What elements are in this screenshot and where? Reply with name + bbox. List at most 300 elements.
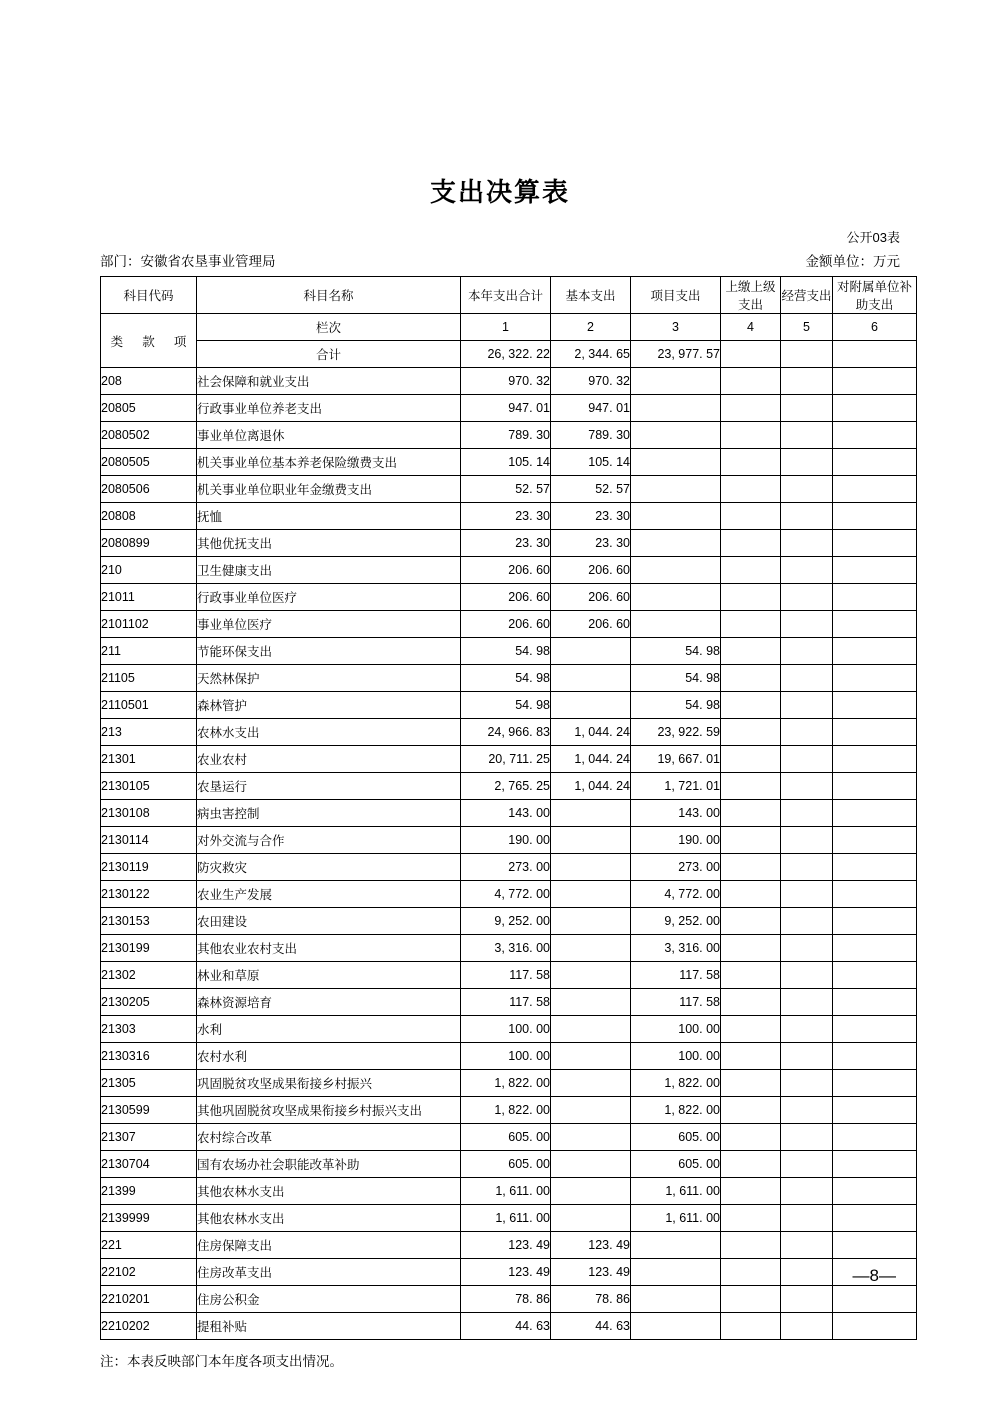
cell-name: 抚恤 — [197, 503, 461, 530]
table-row — [101, 1178, 917, 1205]
total-col4 — [721, 341, 781, 368]
cell-col1: 78. 86 — [461, 1286, 551, 1313]
cell-col6 — [833, 719, 917, 746]
cell-col5 — [781, 854, 833, 881]
cell-name: 农垦运行 — [197, 773, 461, 800]
cell-code: 221 — [101, 1232, 197, 1259]
header-num-6: 6 — [833, 314, 917, 341]
cell-col2 — [551, 935, 631, 962]
cell-col1: 9, 252. 00 — [461, 908, 551, 935]
cell-col4 — [721, 611, 781, 638]
table-row — [101, 989, 917, 1016]
total-col3: 23, 977. 57 — [631, 341, 721, 368]
header-lanci: 栏次 — [197, 314, 461, 341]
cell-col5 — [781, 773, 833, 800]
cell-col2 — [551, 989, 631, 1016]
cell-code: 2130153 — [101, 908, 197, 935]
cell-col3: 54. 98 — [631, 638, 721, 665]
cell-col5 — [781, 1178, 833, 1205]
cell-col5 — [781, 827, 833, 854]
cell-code: 2130316 — [101, 1043, 197, 1070]
cell-col2 — [551, 854, 631, 881]
cell-col4 — [721, 584, 781, 611]
cell-col6 — [833, 827, 917, 854]
cell-col3 — [631, 476, 721, 503]
cell-name: 防灾救灾 — [197, 854, 461, 881]
cell-col1: 54. 98 — [461, 665, 551, 692]
cell-code: 21303 — [101, 1016, 197, 1043]
cell-col1: 1, 822. 00 — [461, 1070, 551, 1097]
cell-col5 — [781, 1070, 833, 1097]
cell-name: 其他优抚支出 — [197, 530, 461, 557]
cell-col2 — [551, 1124, 631, 1151]
cell-code: 213 — [101, 719, 197, 746]
cell-col5 — [781, 881, 833, 908]
total-col5 — [781, 341, 833, 368]
cell-col1: 24, 966. 83 — [461, 719, 551, 746]
cell-col1: 206. 60 — [461, 584, 551, 611]
table-row — [101, 476, 917, 503]
cell-col4 — [721, 1097, 781, 1124]
cell-col6 — [833, 800, 917, 827]
cell-col6 — [833, 1151, 917, 1178]
cell-col1: 273. 00 — [461, 854, 551, 881]
cell-name: 卫生健康支出 — [197, 557, 461, 584]
cell-col5 — [781, 422, 833, 449]
cell-col3 — [631, 449, 721, 476]
cell-col3 — [631, 1232, 721, 1259]
cell-name: 行政事业单位养老支出 — [197, 395, 461, 422]
header-lei: 类 — [110, 334, 124, 349]
expenditure-table — [100, 276, 917, 1340]
cell-col4 — [721, 557, 781, 584]
cell-col3: 1, 721. 01 — [631, 773, 721, 800]
cell-name: 事业单位离退休 — [197, 422, 461, 449]
cell-col5 — [781, 638, 833, 665]
cell-col5 — [781, 557, 833, 584]
table-row — [101, 1043, 917, 1070]
cell-col2: 44. 63 — [551, 1313, 631, 1340]
header-row-lanci — [101, 314, 917, 341]
cell-name: 住房公积金 — [197, 1286, 461, 1313]
cell-col3 — [631, 395, 721, 422]
cell-col6 — [833, 773, 917, 800]
cell-name: 森林管护 — [197, 692, 461, 719]
cell-col5 — [781, 1097, 833, 1124]
cell-col4 — [721, 1205, 781, 1232]
cell-code: 20808 — [101, 503, 197, 530]
cell-col4 — [721, 503, 781, 530]
table-row — [101, 1232, 917, 1259]
cell-name: 农田建设 — [197, 908, 461, 935]
cell-col4 — [721, 1124, 781, 1151]
cell-col6 — [833, 1313, 917, 1340]
cell-col3: 3, 316. 00 — [631, 935, 721, 962]
cell-name: 农业生产发展 — [197, 881, 461, 908]
cell-code: 21302 — [101, 962, 197, 989]
cell-col6 — [833, 692, 917, 719]
cell-col1: 123. 49 — [461, 1259, 551, 1286]
cell-col4 — [721, 1232, 781, 1259]
cell-col3: 1, 822. 00 — [631, 1070, 721, 1097]
table-row — [101, 908, 917, 935]
cell-col4 — [721, 1313, 781, 1340]
cell-col6 — [833, 962, 917, 989]
cell-name: 其他农业农村支出 — [197, 935, 461, 962]
header-name: 科目名称 — [197, 277, 461, 314]
cell-code: 2080502 — [101, 422, 197, 449]
cell-col1: 100. 00 — [461, 1043, 551, 1070]
cell-col3: 143. 00 — [631, 800, 721, 827]
page-title: 支出决算表 — [429, 177, 570, 207]
cell-col4 — [721, 1043, 781, 1070]
total-row — [101, 341, 917, 368]
table-row — [101, 773, 917, 800]
header-num-1: 1 — [461, 314, 551, 341]
cell-col5 — [781, 611, 833, 638]
cell-col6 — [833, 368, 917, 395]
cell-col6 — [833, 935, 917, 962]
cell-col2 — [551, 827, 631, 854]
cell-col2 — [551, 800, 631, 827]
cell-name: 社会保障和就业支出 — [197, 368, 461, 395]
cell-code: 20805 — [101, 395, 197, 422]
cell-col2 — [551, 1043, 631, 1070]
cell-col3: 100. 00 — [631, 1016, 721, 1043]
cell-col3: 19, 667. 01 — [631, 746, 721, 773]
table-row — [101, 746, 917, 773]
cell-col2 — [551, 1097, 631, 1124]
cell-col1: 100. 00 — [461, 1016, 551, 1043]
cell-col5 — [781, 989, 833, 1016]
table-row — [101, 557, 917, 584]
cell-col5 — [781, 1259, 833, 1286]
cell-col2: 206. 60 — [551, 611, 631, 638]
cell-code: 2130704 — [101, 1151, 197, 1178]
cell-col1: 1, 822. 00 — [461, 1097, 551, 1124]
table-row — [101, 638, 917, 665]
cell-col3: 605. 00 — [631, 1124, 721, 1151]
cell-col5 — [781, 395, 833, 422]
cell-col1: 605. 00 — [461, 1151, 551, 1178]
cell-code: 21307 — [101, 1124, 197, 1151]
cell-col5 — [781, 935, 833, 962]
cell-col5 — [781, 1313, 833, 1340]
cell-code: 2080506 — [101, 476, 197, 503]
cell-col6 — [833, 854, 917, 881]
cell-col2: 52. 57 — [551, 476, 631, 503]
cell-col6 — [833, 1178, 917, 1205]
cell-col5 — [781, 449, 833, 476]
cell-col2: 947. 01 — [551, 395, 631, 422]
cell-col5 — [781, 1043, 833, 1070]
table-row — [101, 962, 917, 989]
cell-col3 — [631, 584, 721, 611]
cell-col6 — [833, 530, 917, 557]
table-row — [101, 827, 917, 854]
cell-name: 行政事业单位医疗 — [197, 584, 461, 611]
cell-col1: 1, 611. 00 — [461, 1205, 551, 1232]
cell-col1: 143. 00 — [461, 800, 551, 827]
cell-col1: 23. 30 — [461, 530, 551, 557]
cell-col1: 206. 60 — [461, 611, 551, 638]
cell-col2 — [551, 1070, 631, 1097]
cell-col5 — [781, 368, 833, 395]
cell-col2: 123. 49 — [551, 1259, 631, 1286]
cell-col4 — [721, 1016, 781, 1043]
header-col1: 本年支出合计 — [461, 277, 551, 314]
cell-col3: 1, 611. 00 — [631, 1205, 721, 1232]
cell-col5 — [781, 503, 833, 530]
cell-col6 — [833, 611, 917, 638]
cell-col5 — [781, 1124, 833, 1151]
cell-name: 提租补贴 — [197, 1313, 461, 1340]
cell-col5 — [781, 1151, 833, 1178]
cell-col3 — [631, 503, 721, 530]
table-row — [101, 665, 917, 692]
cell-col3: 9, 252. 00 — [631, 908, 721, 935]
cell-name: 巩固脱贫攻坚成果衔接乡村振兴 — [197, 1070, 461, 1097]
cell-name: 节能环保支出 — [197, 638, 461, 665]
cell-code: 21011 — [101, 584, 197, 611]
header-num-2: 2 — [551, 314, 631, 341]
cell-col4 — [721, 935, 781, 962]
table-container — [0, 270, 1000, 1340]
header-col5: 经营支出 — [781, 277, 833, 314]
total-col6 — [833, 341, 917, 368]
cell-col6 — [833, 1205, 917, 1232]
cell-col3: 54. 98 — [631, 692, 721, 719]
cell-col6 — [833, 665, 917, 692]
cell-code: 2080505 — [101, 449, 197, 476]
cell-col5 — [781, 908, 833, 935]
table-row — [101, 611, 917, 638]
cell-col4 — [721, 1286, 781, 1313]
cell-col3 — [631, 422, 721, 449]
cell-col3: 54. 98 — [631, 665, 721, 692]
cell-code: 2130122 — [101, 881, 197, 908]
cell-col6 — [833, 395, 917, 422]
cell-code: 21105 — [101, 665, 197, 692]
cell-col2: 1, 044. 24 — [551, 746, 631, 773]
cell-code: 211 — [101, 638, 197, 665]
cell-col6 — [833, 638, 917, 665]
cell-code: 21305 — [101, 1070, 197, 1097]
cell-col3 — [631, 611, 721, 638]
cell-name: 水利 — [197, 1016, 461, 1043]
cell-code: 2110501 — [101, 692, 197, 719]
table-row — [101, 503, 917, 530]
page-number: —8— — [852, 1266, 896, 1285]
cell-code: 21399 — [101, 1178, 197, 1205]
cell-name: 国有农场办社会职能改革补助 — [197, 1151, 461, 1178]
cell-col2 — [551, 908, 631, 935]
header-kuan: 款 — [142, 334, 155, 349]
table-row — [101, 449, 917, 476]
cell-name: 农村综合改革 — [197, 1124, 461, 1151]
cell-col4 — [721, 1178, 781, 1205]
cell-col3 — [631, 1259, 721, 1286]
cell-code: 210 — [101, 557, 197, 584]
cell-col4 — [721, 773, 781, 800]
cell-col2 — [551, 962, 631, 989]
cell-col1: 2, 765. 25 — [461, 773, 551, 800]
cell-col3: 605. 00 — [631, 1151, 721, 1178]
header-num-3: 3 — [631, 314, 721, 341]
table-header — [101, 277, 917, 368]
cell-col5 — [781, 530, 833, 557]
cell-col4 — [721, 1259, 781, 1286]
cell-col5 — [781, 1286, 833, 1313]
cell-code: 2130114 — [101, 827, 197, 854]
table-row — [101, 800, 917, 827]
cell-col2: 206. 60 — [551, 557, 631, 584]
header-row-main — [101, 277, 917, 314]
cell-col5 — [781, 962, 833, 989]
cell-col5 — [781, 800, 833, 827]
cell-col3 — [631, 530, 721, 557]
cell-code: 2130119 — [101, 854, 197, 881]
cell-col4 — [721, 827, 781, 854]
cell-col1: 117. 58 — [461, 989, 551, 1016]
cell-code: 2139999 — [101, 1205, 197, 1232]
cell-name: 住房保障支出 — [197, 1232, 461, 1259]
cell-col5 — [781, 1232, 833, 1259]
cell-col2 — [551, 665, 631, 692]
cell-name: 天然林保护 — [197, 665, 461, 692]
table-row — [101, 1313, 917, 1340]
cell-col1: 4, 772. 00 — [461, 881, 551, 908]
cell-col1: 105. 14 — [461, 449, 551, 476]
cell-col4 — [721, 800, 781, 827]
cell-col2 — [551, 1151, 631, 1178]
cell-col2 — [551, 881, 631, 908]
department-label: 部门：安徽省农垦事业管理局 — [100, 254, 276, 269]
cell-col4 — [721, 449, 781, 476]
table-row — [101, 1097, 917, 1124]
cell-col2: 23. 30 — [551, 530, 631, 557]
table-row — [101, 1070, 917, 1097]
table-row — [101, 719, 917, 746]
cell-col3: 4, 772. 00 — [631, 881, 721, 908]
cell-code: 2130599 — [101, 1097, 197, 1124]
table-row — [101, 1205, 917, 1232]
cell-col6 — [833, 1097, 917, 1124]
cell-col6 — [833, 1016, 917, 1043]
cell-code: 2130205 — [101, 989, 197, 1016]
cell-col2 — [551, 1016, 631, 1043]
cell-col6 — [833, 1286, 917, 1313]
cell-col6 — [833, 908, 917, 935]
cell-col4 — [721, 530, 781, 557]
cell-col1: 23. 30 — [461, 503, 551, 530]
cell-col6 — [833, 881, 917, 908]
cell-col2: 105. 14 — [551, 449, 631, 476]
cell-col5 — [781, 746, 833, 773]
cell-col4 — [721, 746, 781, 773]
table-row — [101, 1286, 917, 1313]
cell-col3: 1, 822. 00 — [631, 1097, 721, 1124]
header-col3: 项目支出 — [631, 277, 721, 314]
cell-code: 2130108 — [101, 800, 197, 827]
cell-col2: 970. 32 — [551, 368, 631, 395]
total-col2: 2, 344. 65 — [551, 341, 631, 368]
cell-col3 — [631, 368, 721, 395]
cell-col3: 23, 922. 59 — [631, 719, 721, 746]
cell-col3: 1, 611. 00 — [631, 1178, 721, 1205]
cell-col1: 605. 00 — [461, 1124, 551, 1151]
cell-col6 — [833, 449, 917, 476]
cell-col4 — [721, 1070, 781, 1097]
cell-col3: 273. 00 — [631, 854, 721, 881]
cell-col6 — [833, 1232, 917, 1259]
cell-col1: 123. 49 — [461, 1232, 551, 1259]
cell-code: 2101102 — [101, 611, 197, 638]
cell-col4 — [721, 962, 781, 989]
cell-col4 — [721, 395, 781, 422]
table-row — [101, 395, 917, 422]
cell-name: 其他巩固脱贫攻坚成果衔接乡村振兴支出 — [197, 1097, 461, 1124]
cell-code: 2210202 — [101, 1313, 197, 1340]
cell-name: 农林水支出 — [197, 719, 461, 746]
header-code: 科目代码 — [101, 277, 197, 314]
cell-col2: 789. 30 — [551, 422, 631, 449]
cell-name: 对外交流与合作 — [197, 827, 461, 854]
cell-name: 其他农林水支出 — [197, 1178, 461, 1205]
cell-col6 — [833, 746, 917, 773]
cell-name: 机关事业单位基本养老保险缴费支出 — [197, 449, 461, 476]
cell-name: 其他农林水支出 — [197, 1205, 461, 1232]
cell-col1: 789. 30 — [461, 422, 551, 449]
cell-col2 — [551, 692, 631, 719]
cell-col4 — [721, 368, 781, 395]
cell-col6 — [833, 1043, 917, 1070]
total-label: 合计 — [197, 341, 461, 368]
cell-col1: 947. 01 — [461, 395, 551, 422]
table-row — [101, 692, 917, 719]
cell-col4 — [721, 638, 781, 665]
cell-col1: 117. 58 — [461, 962, 551, 989]
cell-col4 — [721, 719, 781, 746]
cell-name: 森林资源培育 — [197, 989, 461, 1016]
cell-name: 事业单位医疗 — [197, 611, 461, 638]
cell-col1: 20, 711. 25 — [461, 746, 551, 773]
cell-col6 — [833, 503, 917, 530]
cell-col4 — [721, 908, 781, 935]
cell-col2: 123. 49 — [551, 1232, 631, 1259]
cell-col4 — [721, 422, 781, 449]
cell-col3 — [631, 557, 721, 584]
cell-col2: 1, 044. 24 — [551, 719, 631, 746]
cell-col1: 44. 63 — [461, 1313, 551, 1340]
cell-col1: 54. 98 — [461, 692, 551, 719]
table-note: 注：本表反映部门本年度各项支出情况。 — [100, 1354, 343, 1369]
header-col6: 对附属单位补助支出 — [833, 277, 917, 314]
cell-code: 208 — [101, 368, 197, 395]
cell-col2: 23. 30 — [551, 503, 631, 530]
cell-col6 — [833, 989, 917, 1016]
table-row — [101, 881, 917, 908]
cell-col5 — [781, 719, 833, 746]
cell-col5 — [781, 584, 833, 611]
table-row — [101, 935, 917, 962]
cell-col3 — [631, 1313, 721, 1340]
header-num-4: 4 — [721, 314, 781, 341]
cell-code: 2130105 — [101, 773, 197, 800]
table-body — [101, 368, 917, 1340]
table-row — [101, 1259, 917, 1286]
cell-code: 2130199 — [101, 935, 197, 962]
